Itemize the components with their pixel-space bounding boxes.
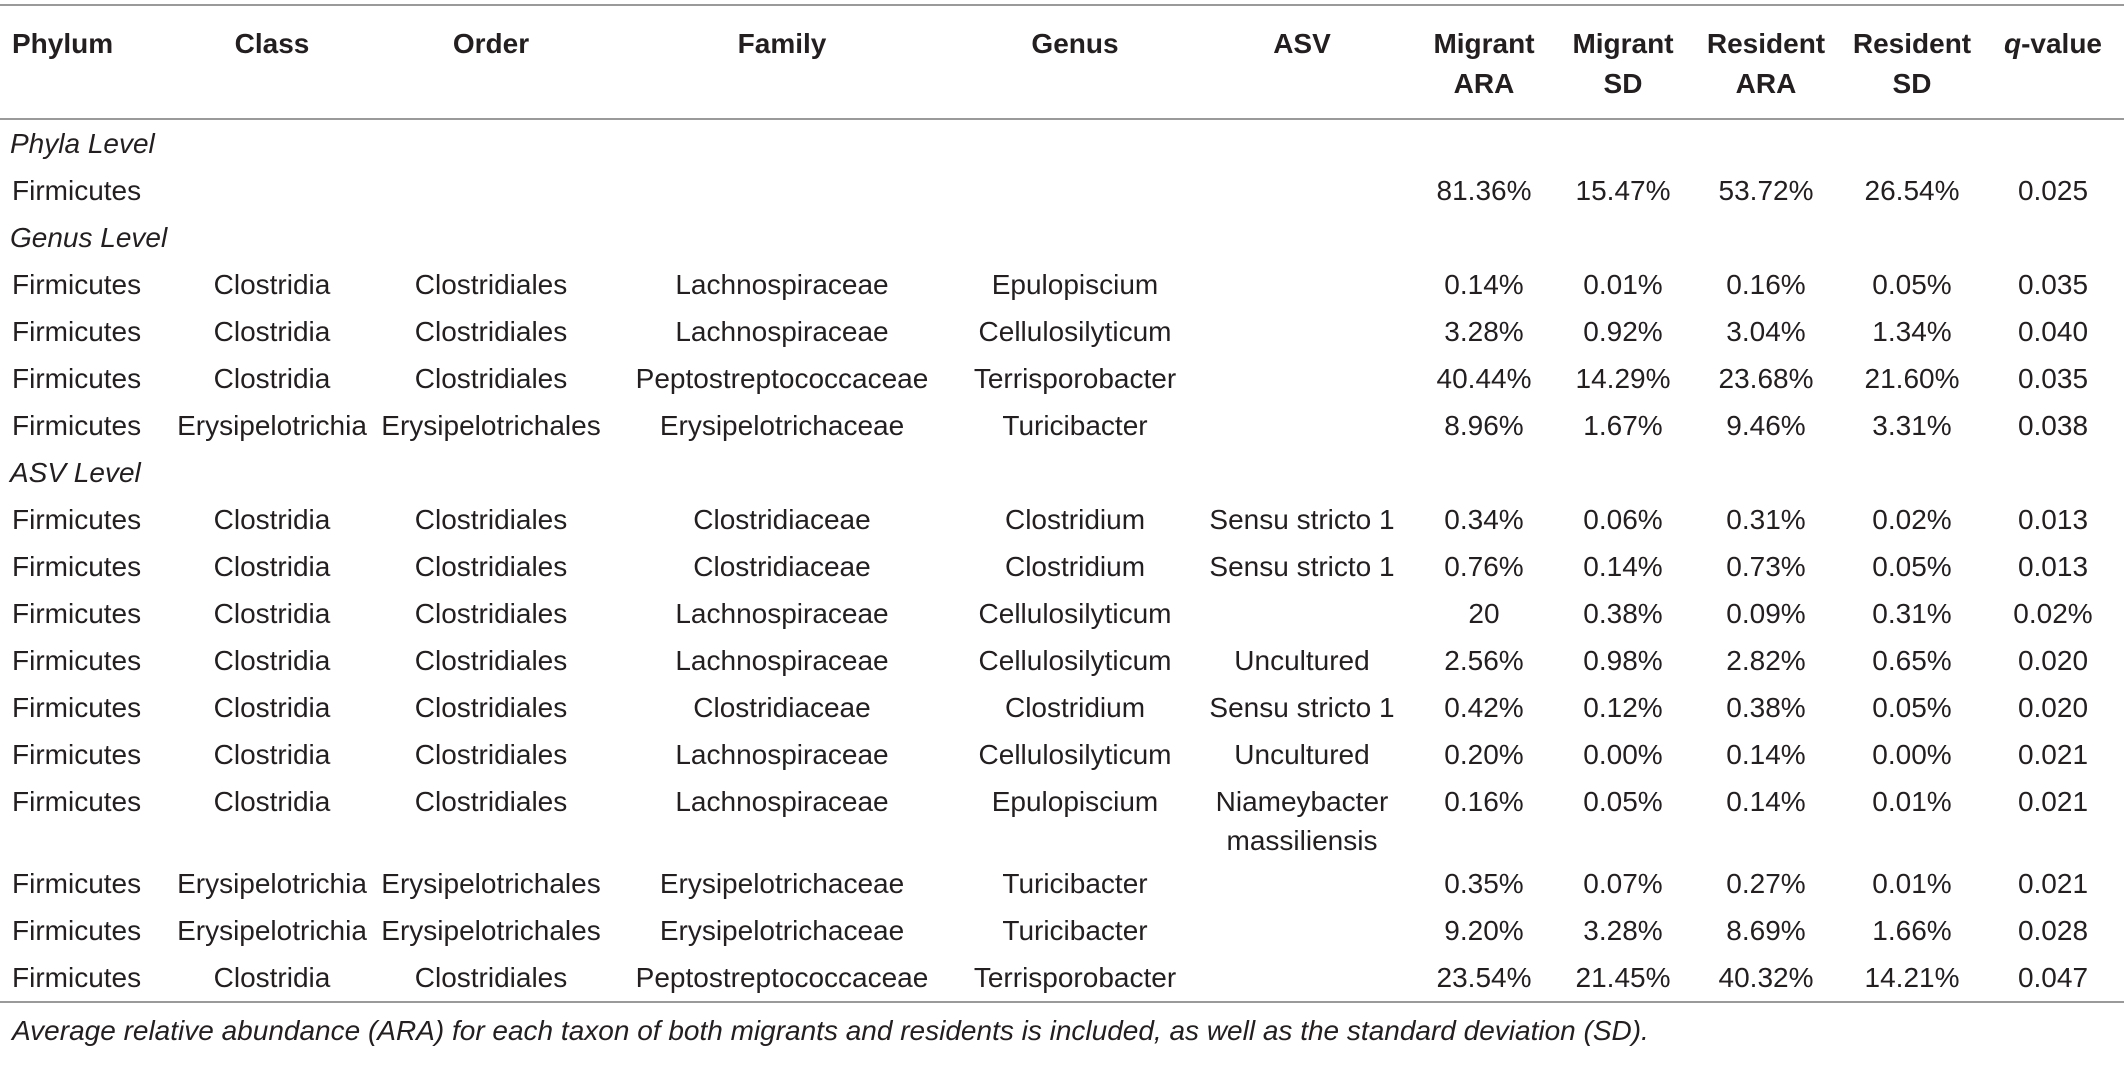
cell-migrant-sd: 14.29% <box>1575 363 1671 394</box>
cell-order: Erysipelotrichales <box>381 868 601 899</box>
cell-resident-sd: 0.02% <box>1872 504 1952 535</box>
cell-resident-ara: 40.32% <box>1718 962 1814 993</box>
cell-order: Clostridiales <box>414 692 568 723</box>
cell-order: Clostridiales <box>414 786 568 817</box>
cell-phylum: Firmicutes <box>12 316 142 347</box>
table-header <box>0 5 2124 119</box>
cell-class: Clostridia <box>213 504 331 535</box>
cell-q-value: 0.021 <box>2017 739 2089 770</box>
asv-line-2: massiliensis <box>1226 825 1378 856</box>
table-row <box>0 637 2124 684</box>
header-migrant-ara: Migrant ARA <box>1412 5 1556 119</box>
cell-genus: Cellulosilyticum <box>978 598 1172 629</box>
cell-asv: Sensu stricto 1 <box>1209 692 1395 723</box>
cell-class: Clostridia <box>213 962 331 993</box>
cell-q-value: 0.020 <box>2017 645 2089 676</box>
cell-phylum: Firmicutes <box>12 786 142 817</box>
cell-order: Clostridiales <box>414 363 568 394</box>
cell-migrant-sd: 1.67% <box>1583 410 1663 441</box>
cell-order: Clostridiales <box>414 504 568 535</box>
cell-migrant-ara: 40.44% <box>1436 363 1532 394</box>
section-title: ASV Level <box>10 457 141 488</box>
cell-resident-sd: 0.05% <box>1872 269 1952 300</box>
cell-migrant-ara: 0.42% <box>1444 692 1524 723</box>
cell-q-value: 0.035 <box>2017 363 2089 394</box>
cell-q-value: 0.047 <box>2017 962 2089 993</box>
cell-family: Erysipelotrichaceae <box>659 868 905 899</box>
cell-family: Peptostreptococcaceae <box>635 363 929 394</box>
header-migrant-sd: Migrant SD <box>1556 5 1690 119</box>
cell-migrant-sd: 0.06% <box>1583 504 1663 535</box>
table-row <box>0 778 2124 860</box>
cell-resident-ara: 3.04% <box>1726 316 1806 347</box>
header-family: Family <box>606 5 958 119</box>
cell-class: Clostridia <box>213 316 331 347</box>
cell-asv <box>1192 954 1412 1002</box>
cell-migrant-sd: 0.38% <box>1583 598 1663 629</box>
cell-phylum: Firmicutes <box>12 504 142 535</box>
cell-phylum: Firmicutes <box>12 551 142 582</box>
cell-phylum: Firmicutes <box>12 363 142 394</box>
header-resident-sd: Resident SD <box>1842 5 1982 119</box>
header-order: Order <box>376 5 606 119</box>
cell-order: Clostridiales <box>414 316 568 347</box>
cell-asv: Uncultured <box>1234 739 1370 770</box>
cell-class: Clostridia <box>213 269 331 300</box>
cell-resident-ara: 2.82% <box>1726 645 1806 676</box>
cell-migrant-ara: 0.76% <box>1444 551 1524 582</box>
cell-resident-sd: 14.21% <box>1864 962 1960 993</box>
cell-genus: Turicibacter <box>1002 868 1148 899</box>
table-row <box>0 684 2124 731</box>
cell-genus: Epulopiscium <box>991 269 1159 300</box>
table-row <box>0 590 2124 637</box>
cell-resident-sd: 0.00% <box>1872 739 1952 770</box>
cell-order: Clostridiales <box>414 551 568 582</box>
table-body <box>0 119 2124 1002</box>
cell-order: Clostridiales <box>414 739 568 770</box>
cell-q-value: 0.025 <box>2017 175 2089 206</box>
cell-resident-ara: 9.46% <box>1726 410 1806 441</box>
cell-class: Clostridia <box>213 786 331 817</box>
cell-resident-ara: 0.31% <box>1726 504 1806 535</box>
cell-resident-ara: 53.72% <box>1718 175 1814 206</box>
cell-migrant-sd: 0.07% <box>1583 868 1663 899</box>
cell-q-value: 0.021 <box>2017 868 2089 899</box>
cell-genus: Clostridium <box>1004 504 1146 535</box>
cell-migrant-ara: 0.35% <box>1444 868 1524 899</box>
cell-q-value: 0.02% <box>2013 598 2093 629</box>
cell-q-value: 0.013 <box>2017 504 2089 535</box>
section-header-row <box>0 214 2124 261</box>
cell-order <box>376 167 606 214</box>
cell-resident-sd: 1.34% <box>1872 316 1952 347</box>
cell-resident-sd: 26.54% <box>1864 175 1960 206</box>
cell-phylum: Firmicutes <box>12 868 142 899</box>
cell-genus: Terrisporobacter <box>973 363 1177 394</box>
cell-phylum: Firmicutes <box>12 269 142 300</box>
cell-resident-sd: 0.05% <box>1872 551 1952 582</box>
cell-family: Lachnospiraceae <box>675 269 889 300</box>
cell-migrant-sd: 15.47% <box>1575 175 1671 206</box>
cell-resident-sd: 3.31% <box>1872 410 1952 441</box>
cell-migrant-ara: 0.34% <box>1444 504 1524 535</box>
table-row <box>0 496 2124 543</box>
cell-genus: Clostridium <box>1004 551 1146 582</box>
header-class: Class <box>168 5 376 119</box>
cell-genus: Turicibacter <box>1002 410 1148 441</box>
header-phylum: Phylum <box>0 5 168 119</box>
cell-phylum: Firmicutes <box>12 410 142 441</box>
cell-migrant-sd: 0.01% <box>1583 269 1663 300</box>
cell-phylum: Firmicutes <box>12 915 142 946</box>
header-genus: Genus <box>958 5 1192 119</box>
cell-migrant-sd: 3.28% <box>1583 915 1663 946</box>
header-resident-ara: Resident ARA <box>1690 5 1842 119</box>
cell-asv <box>1192 355 1412 402</box>
cell-genus: Cellulosilyticum <box>978 316 1172 347</box>
cell-family: Lachnospiraceae <box>675 786 889 817</box>
cell-genus: Terrisporobacter <box>973 962 1177 993</box>
cell-resident-sd: 0.65% <box>1872 645 1952 676</box>
cell-class: Erysipelotrichia <box>177 868 367 899</box>
section-title: Phyla Level <box>10 128 155 159</box>
table-row <box>0 308 2124 355</box>
cell-migrant-ara: 0.16% <box>1444 786 1524 817</box>
cell-q-value: 0.020 <box>2017 692 2089 723</box>
cell-q-value: 0.040 <box>2017 316 2089 347</box>
cell-family: Lachnospiraceae <box>675 645 889 676</box>
table-row <box>0 954 2124 1002</box>
cell-class: Clostridia <box>213 551 331 582</box>
cell-migrant-ara: 2.56% <box>1444 645 1524 676</box>
cell-q-value: 0.028 <box>2017 915 2089 946</box>
table-row <box>0 261 2124 308</box>
cell-genus <box>958 167 1192 214</box>
cell-genus: Epulopiscium <box>991 786 1159 817</box>
cell-migrant-ara: 20 <box>1468 598 1500 629</box>
header-asv: ASV <box>1192 5 1412 119</box>
cell-family: Clostridiaceae <box>693 504 871 535</box>
section-title: Genus Level <box>10 222 168 253</box>
cell-resident-ara: 0.27% <box>1726 868 1806 899</box>
table-footnote: Average relative abundance (ARA) for each taxon of both migrants and residents is included, as well as the standard deviation (SD). <box>0 1002 2124 1051</box>
cell-class <box>168 167 376 214</box>
table-row <box>0 860 2124 907</box>
cell-family: Lachnospiraceae <box>675 739 889 770</box>
cell-migrant-ara: 23.54% <box>1436 962 1532 993</box>
cell-q-value: 0.035 <box>2017 269 2089 300</box>
cell-resident-ara: 0.38% <box>1726 692 1806 723</box>
cell-migrant-ara: 0.14% <box>1444 269 1524 300</box>
table-row <box>0 402 2124 449</box>
table-row <box>0 731 2124 778</box>
table-row <box>0 543 2124 590</box>
section-header-row <box>0 449 2124 496</box>
cell-order: Clostridiales <box>414 645 568 676</box>
cell-migrant-sd: 0.98% <box>1583 645 1663 676</box>
cell-family: Erysipelotrichaceae <box>659 410 905 441</box>
cell-class: Clostridia <box>213 598 331 629</box>
cell-order: Erysipelotrichales <box>381 410 601 441</box>
cell-resident-ara: 0.09% <box>1726 598 1806 629</box>
cell-resident-ara: 0.14% <box>1726 739 1806 770</box>
cell-migrant-ara: 81.36% <box>1436 175 1532 206</box>
cell-resident-sd: 0.05% <box>1872 692 1952 723</box>
cell-family: Peptostreptococcaceae <box>635 962 929 993</box>
cell-resident-sd: 0.01% <box>1872 786 1952 817</box>
cell-migrant-ara: 0.20% <box>1444 739 1524 770</box>
cell-phylum: Firmicutes <box>12 739 142 770</box>
cell-genus: Turicibacter <box>1002 915 1148 946</box>
cell-genus: Cellulosilyticum <box>978 739 1172 770</box>
cell-class: Erysipelotrichia <box>177 410 367 441</box>
cell-asv: Sensu stricto 1 <box>1209 551 1395 582</box>
cell-q-value: 0.021 <box>2017 786 2089 817</box>
cell-resident-ara: 0.14% <box>1726 786 1806 817</box>
cell-family: Erysipelotrichaceae <box>659 915 905 946</box>
cell-phylum: Firmicutes <box>12 598 142 629</box>
cell-asv <box>1192 860 1412 907</box>
cell-class: Clostridia <box>213 739 331 770</box>
cell-asv <box>1192 402 1412 449</box>
cell-phylum: Firmicutes <box>12 645 142 676</box>
cell-resident-ara: 8.69% <box>1726 915 1806 946</box>
table-row <box>0 167 2124 214</box>
asv-line-1: Niameybacter <box>1215 786 1389 817</box>
cell-migrant-ara: 3.28% <box>1444 316 1524 347</box>
cell-migrant-sd: 0.00% <box>1583 739 1663 770</box>
cell-resident-ara: 23.68% <box>1718 363 1814 394</box>
cell-asv <box>1192 907 1412 954</box>
cell-family <box>606 167 958 214</box>
cell-family: Clostridiaceae <box>693 551 871 582</box>
header-q-value: q-value <box>1982 5 2124 119</box>
cell-asv <box>1192 261 1412 308</box>
cell-migrant-sd: 0.14% <box>1583 551 1663 582</box>
cell-q-value: 0.038 <box>2017 410 2089 441</box>
cell-asv: Uncultured <box>1234 645 1370 676</box>
cell-phylum: Firmicutes <box>12 962 142 993</box>
section-header-row <box>0 119 2124 167</box>
cell-q-value: 0.013 <box>2017 551 2089 582</box>
cell-phylum: Firmicutes <box>12 692 142 723</box>
cell-asv <box>1192 778 1412 860</box>
cell-phylum: Firmicutes <box>12 175 142 206</box>
cell-asv: Sensu stricto 1 <box>1209 504 1395 535</box>
cell-order: Erysipelotrichales <box>381 915 601 946</box>
cell-migrant-ara: 8.96% <box>1444 410 1524 441</box>
cell-class: Erysipelotrichia <box>177 915 367 946</box>
results-table <box>0 4 2124 1051</box>
cell-family: Clostridiaceae <box>693 692 871 723</box>
cell-resident-sd: 0.01% <box>1872 868 1952 899</box>
cell-asv <box>1192 590 1412 637</box>
cell-resident-ara: 0.16% <box>1726 269 1806 300</box>
cell-class: Clostridia <box>213 692 331 723</box>
table-row <box>0 907 2124 954</box>
cell-migrant-ara: 9.20% <box>1444 915 1524 946</box>
cell-class: Clostridia <box>213 363 331 394</box>
cell-migrant-sd: 0.92% <box>1583 316 1663 347</box>
cell-family: Lachnospiraceae <box>675 316 889 347</box>
cell-resident-sd: 21.60% <box>1864 363 1960 394</box>
cell-resident-sd: 0.31% <box>1872 598 1952 629</box>
cell-family: Lachnospiraceae <box>675 598 889 629</box>
cell-asv <box>1192 167 1412 214</box>
cell-order: Clostridiales <box>414 269 568 300</box>
cell-resident-ara: 0.73% <box>1726 551 1806 582</box>
cell-genus: Cellulosilyticum <box>978 645 1172 676</box>
cell-class: Clostridia <box>213 645 331 676</box>
cell-migrant-sd: 0.12% <box>1583 692 1663 723</box>
cell-order: Clostridiales <box>414 598 568 629</box>
cell-order: Clostridiales <box>414 962 568 993</box>
cell-migrant-sd: 0.05% <box>1583 786 1663 817</box>
table-row <box>0 355 2124 402</box>
cell-migrant-sd: 21.45% <box>1575 962 1671 993</box>
cell-asv <box>1192 308 1412 355</box>
cell-resident-sd: 1.66% <box>1872 915 1952 946</box>
cell-genus: Clostridium <box>1004 692 1146 723</box>
